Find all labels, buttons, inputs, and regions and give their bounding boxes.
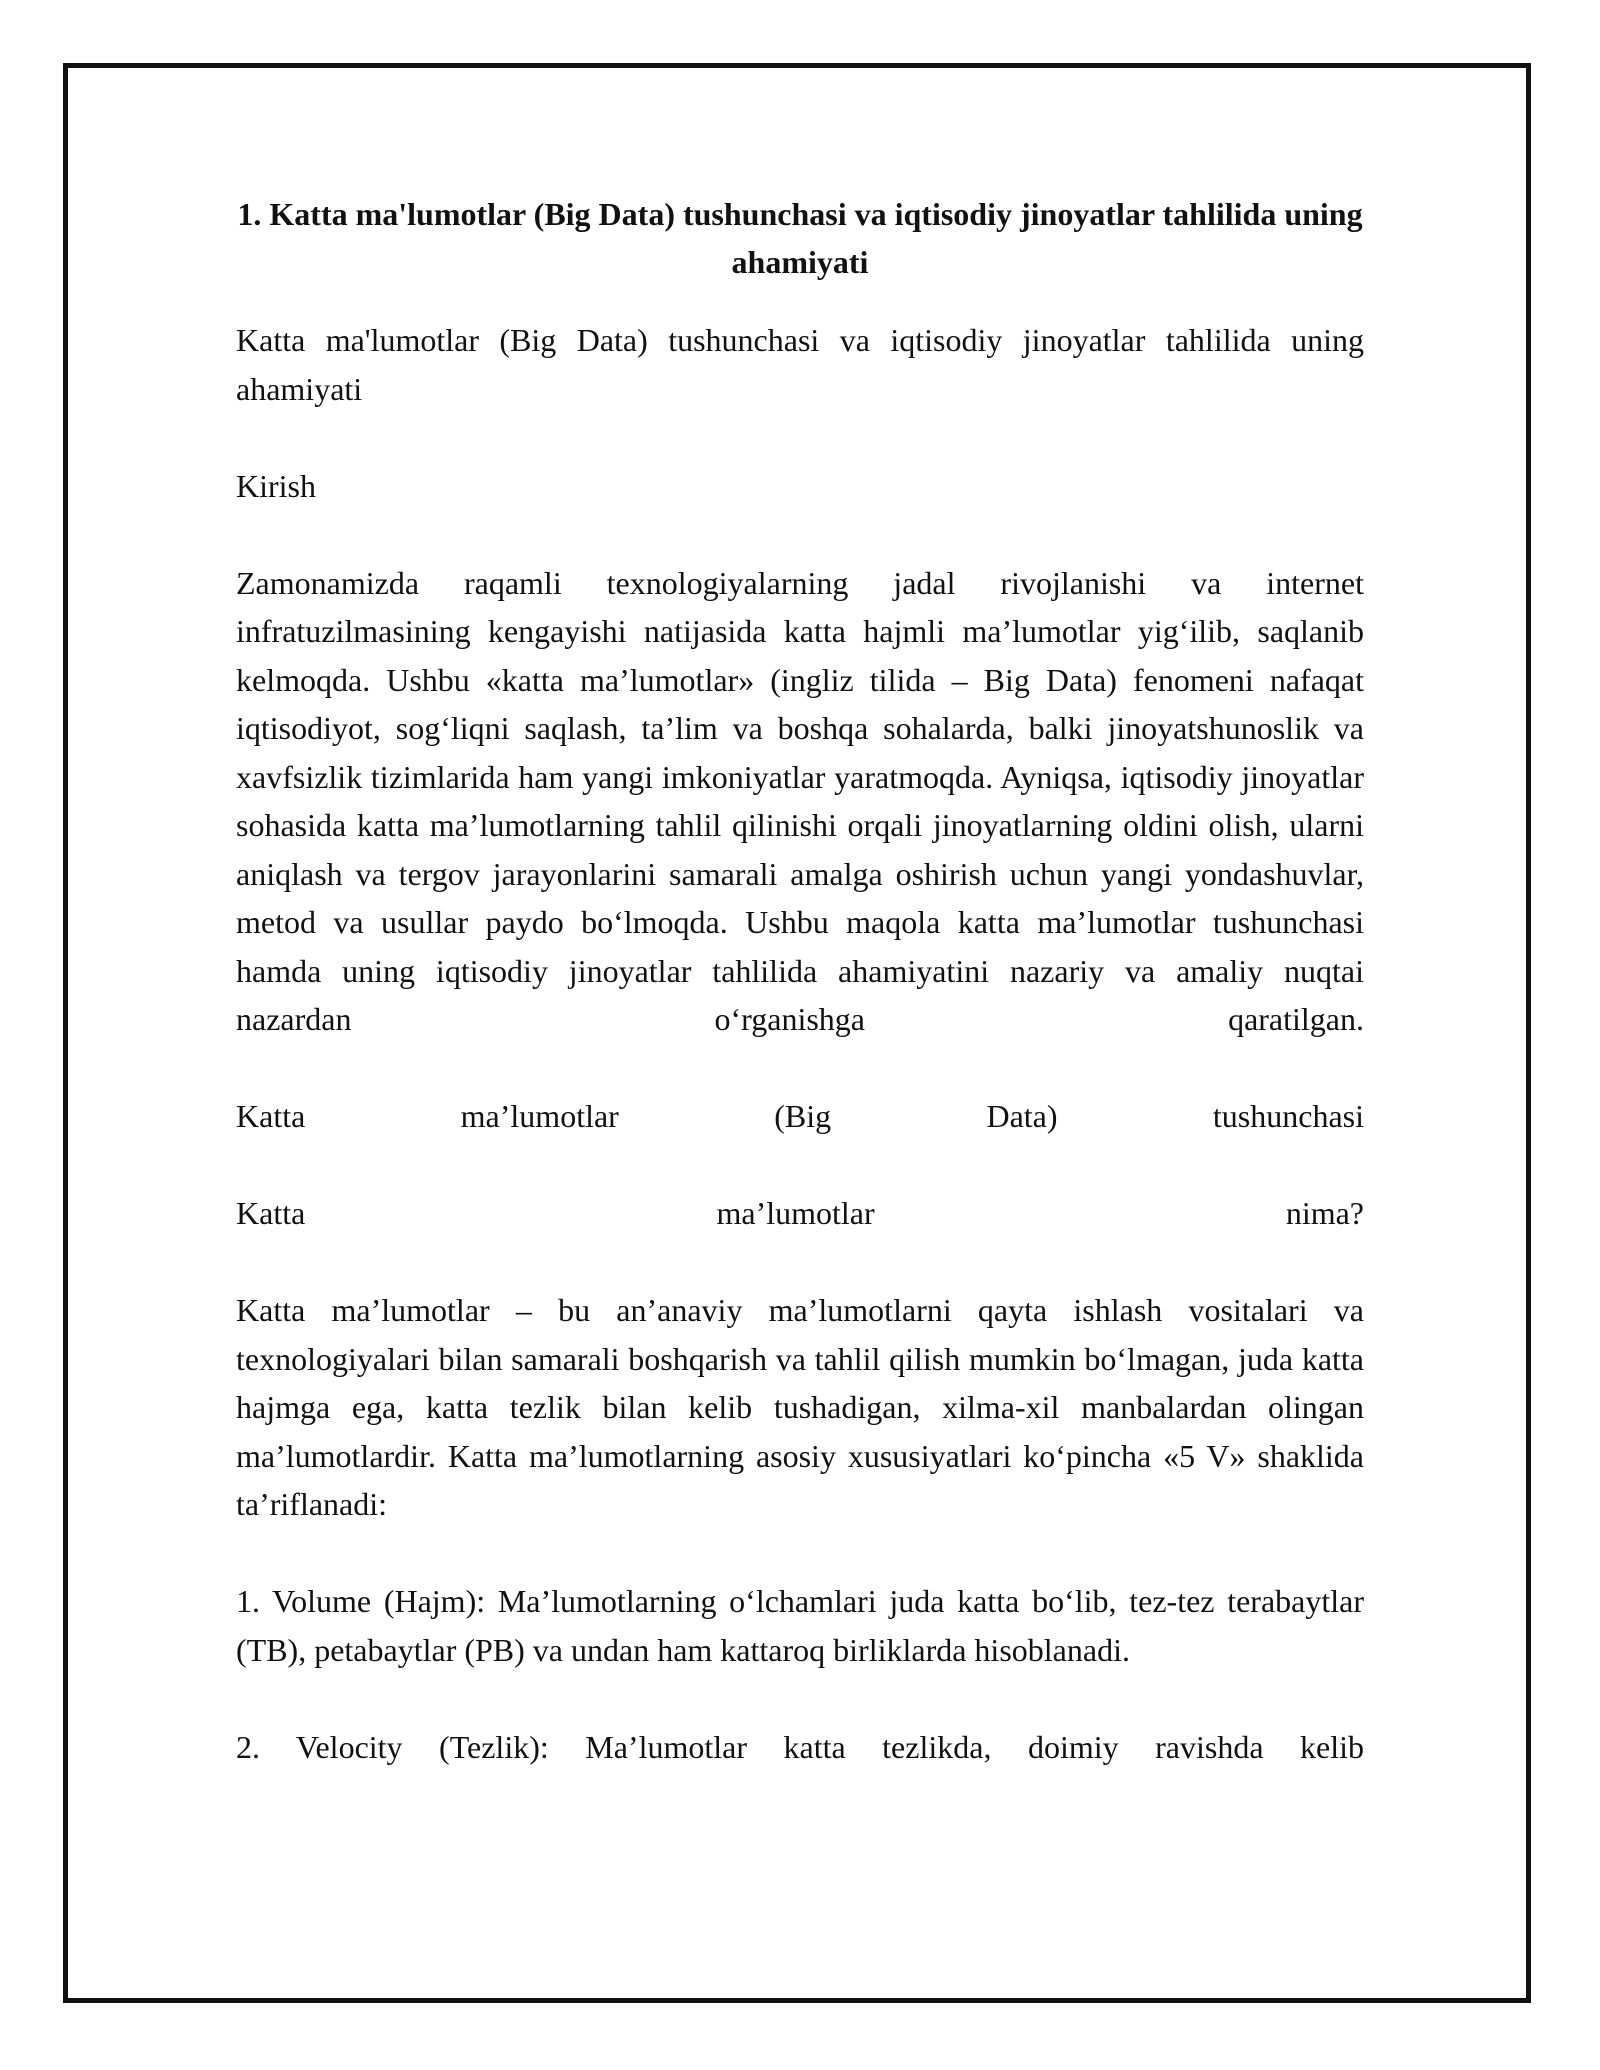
paragraph-volume: 1. Volume (Hajm): Ma’lumotlarning o‘lchamlari juda katta bo‘lib, tez-tez terabaytlar (TB), petabaytlar (PB) va undan ham kattaroq birliklarda hisoblanadi. [236, 1583, 1364, 1668]
document-title: 1. Katta ma'lumotlar (Big Data) tushunchasi va iqtisodiy jinoyatlar tahlilida uning ahamiyati [237, 196, 1363, 280]
document-body [236, 180, 1364, 1771]
paragraph-heading-repeat: Katta ma'lumotlar (Big Data) tushunchasi va iqtisodiy jinoyatlar tahlilida uning ahamiyati [236, 322, 1364, 407]
paragraph-introduction: Zamonamizda raqamli texnologiyalarning jadal rivojlanishi va internet infratuzilmasining kengayishi natijasida katta hajmli ma’lumotlar yig‘ilib, saqlanib kelmoqda. Ushbu «katta ma’lumotlar» (ingliz tilida – Big Data) fenomeni nafaqat iqtisodiyot, sog‘liqni saqlash, ta’lim va boshqa sohalarda, balki jinoyatshunoslik va xavfsizlik tizimlarida ham yangi imkoniyatlar yaratmoqda. Ayniqsa, iqtisodiy jinoyatlar sohasida katta ma’lumotlarning tahlil qilinishi orqali jinoyatlarning oldini olish, ularni aniqlash va tergov jarayonlarini samarali amalga oshirish uchun yangi yondashuvlar, metod va usullar paydo bo‘lmoqda. Ushbu maqola katta ma’lumotlar tushunchasi hamda uning iqtisodiy jinoyatlar tahlilida ahamiyatini nazariy va amaliy nuqtai nazardan o‘rganishga qaratilgan. [236, 564, 1364, 1037]
paragraph-section-heading: Katta ma’lumotlar (Big Data) tushunchasi [236, 1098, 1364, 1134]
paragraph-velocity: 2. Velocity (Tezlik): Ma’lumotlar katta tezlikda, doimiy ravishda kelib [236, 1728, 1364, 1765]
paragraph-subheading: Katta ma’lumotlar nima? [236, 1195, 1364, 1231]
paragraph-definition: Katta ma’lumotlar – bu an’anaviy ma’lumotlarni qayta ishlash vositalari va texnologiyalari bilan samarali boshqarish va tahlil qilish mumkin bo‘lmagan, juda katta hajmga ega, katta tezlik bilan kelib tushadigan, xilma-xil manbalardan olingan ma’lumotlardir. Katta ma’lumotlarning asosiy xususiyatlari ko‘pincha «5 V» shaklida ta’riflanadi: [236, 1292, 1364, 1522]
paragraph-intro-heading: Kirish [236, 467, 316, 504]
